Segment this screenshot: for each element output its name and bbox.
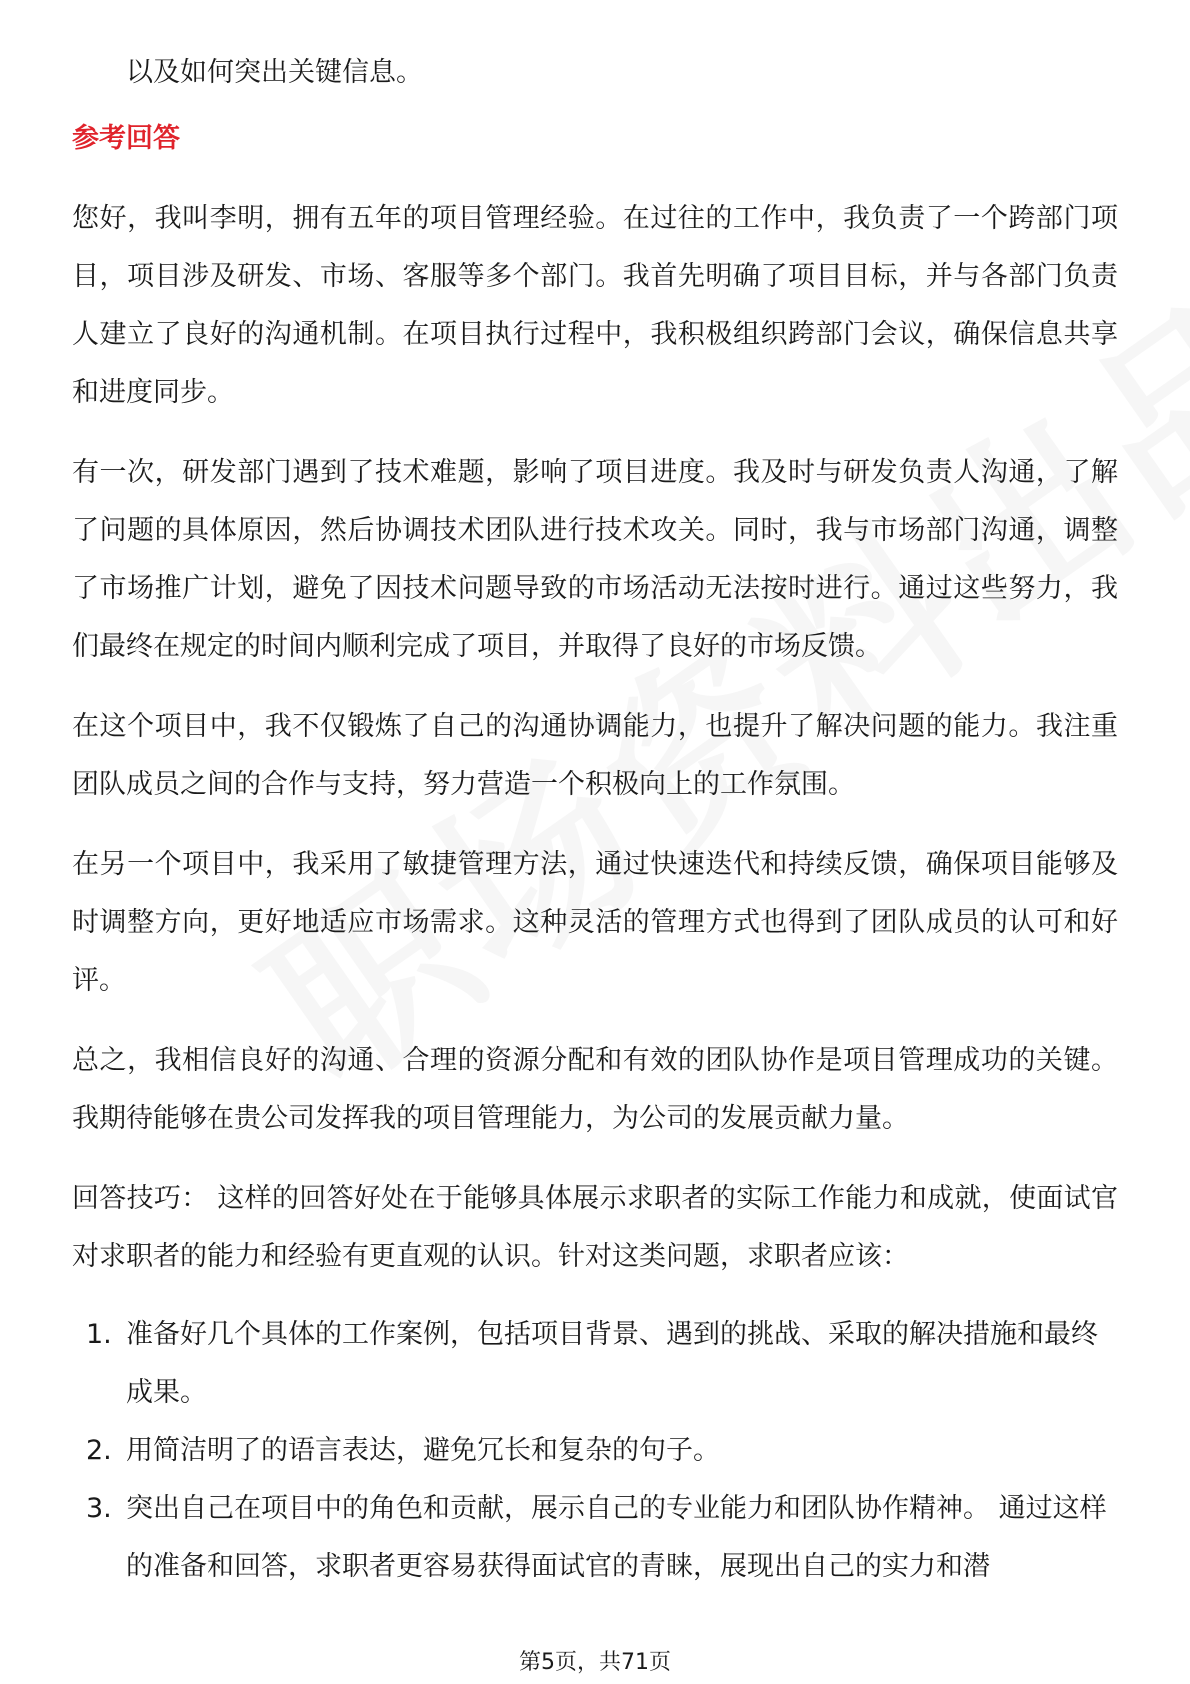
answer-paragraph-3: 在这个项目中，我不仅锻炼了自己的沟通协调能力，也提升了解决问题的能力。我注重团队成员之间的合作与支持，努力营造一个积极向上的工作氛围。 xyxy=(72,711,1118,800)
list-item-text: 用简洁明了的语言表达，避免冗长和复杂的句子。 xyxy=(126,1435,720,1466)
tips-list xyxy=(72,1306,1118,1596)
list-item-number: 3. xyxy=(86,1493,112,1524)
answer-paragraph-1: 您好，我叫李明，拥有五年的项目管理经验。在过往的工作中，我负责了一个跨部门项目，项目涉及研发、市场、客服等多个部门。我首先明确了项目目标，并与各部门负责人建立了良好的沟通机制。在项目执行过程中，我积极组织跨部门会议，确保信息共享和进度同步。 xyxy=(72,203,1118,408)
answer-paragraph-5: 总之，我相信良好的沟通、合理的资源分配和有效的团队协作是项目管理成功的关键。我期待能够在贵公司发挥我的项目管理能力，为公司的发展贡献力量。 xyxy=(72,1045,1118,1134)
list-item-text: 准备好几个具体的工作案例，包括项目背景、遇到的挑战、采取的解决措施和最终成果。 xyxy=(126,1319,1098,1408)
continuation-text: 以及如何突出关键信息。 xyxy=(126,57,423,88)
tips-intro: 回答技巧： 这样的回答好处在于能够具体展示求职者的实际工作能力和成就，使面试官对求职者的能力和经验有更直观的认识。针对这类问题，求职者应该： xyxy=(72,1183,1118,1272)
list-item xyxy=(72,1422,1118,1480)
section-title: 参考回答 xyxy=(72,123,180,154)
list-item-number: 2. xyxy=(86,1435,112,1466)
list-item xyxy=(72,1306,1118,1422)
list-item-number: 1. xyxy=(86,1319,112,1350)
page-footer: 第5页，共71页 xyxy=(519,1650,671,1675)
page-content xyxy=(72,44,1118,1596)
list-item xyxy=(72,1480,1118,1596)
answer-paragraph-4: 在另一个项目中，我采用了敏捷管理方法，通过快速迭代和持续反馈，确保项目能够及时调整方向，更好地适应市场需求。这种灵活的管理方式也得到了团队成员的认可和好评。 xyxy=(72,849,1118,996)
list-item-text: 突出自己在项目中的角色和贡献，展示自己的专业能力和团队协作精神。 通过这样的准备和回答，求职者更容易获得面试官的青睐，展现出自己的实力和潜 xyxy=(126,1493,1107,1582)
answer-paragraph-2: 有一次，研发部门遇到了技术难题，影响了项目进度。我及时与研发负责人沟通，了解了问题的具体原因，然后协调技术团队进行技术攻关。同时，我与市场部门沟通，调整了市场推广计划，避免了因技术问题导致的市场活动无法按时进行。通过这些努力，我们最终在规定的时间内顺利完成了项目，并取得了良好的市场反馈。 xyxy=(72,457,1118,662)
